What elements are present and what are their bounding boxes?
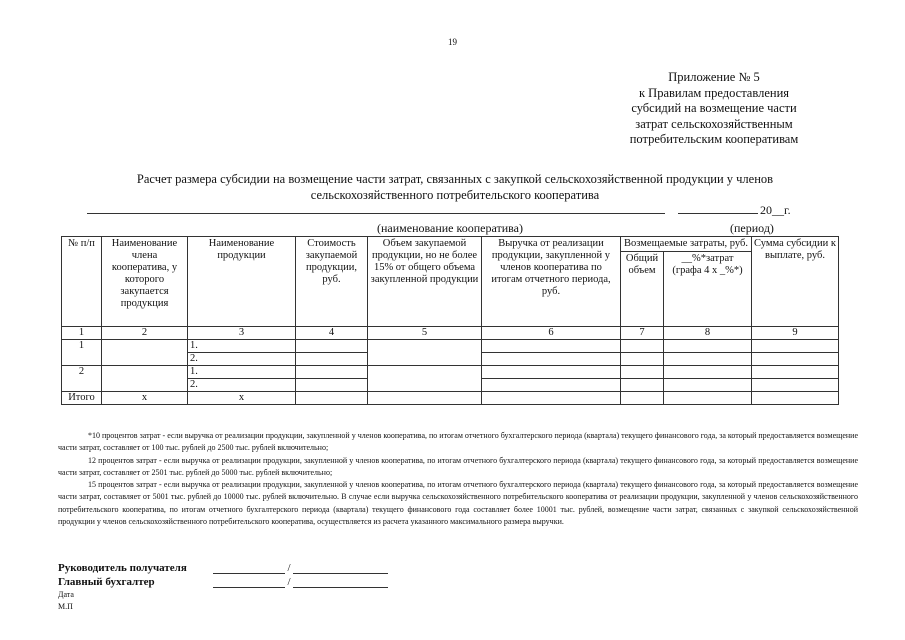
footnote-12-percent: 12 процентов затрат - если выручка от реализации продукции, закупленной у членов кооператива, по итогам отчетного бухгалтерского периода (квартала) текущего финансового года, за который предоставляется возмещение части затрат, составляет от 2501 тыс. рублей до 5000 тыс. рублей включительно; bbox=[58, 455, 858, 477]
total-volume-cell[interactable] bbox=[621, 379, 664, 392]
total-revenue-cell[interactable] bbox=[482, 392, 621, 405]
percent-cell[interactable] bbox=[664, 353, 752, 366]
page-number: 19 bbox=[448, 37, 457, 47]
head-label: Руководитель получателя bbox=[58, 562, 187, 574]
header-member: Наименование члена кооператива, у которого закупается продукция bbox=[102, 237, 188, 327]
document-title bbox=[40, 171, 870, 203]
total-percent-cell[interactable] bbox=[664, 392, 752, 405]
appendix-line: субсидий на возмещение части bbox=[631, 101, 797, 115]
product-cell[interactable]: 2. bbox=[188, 353, 296, 366]
volume-cell[interactable] bbox=[368, 366, 482, 392]
slash: / bbox=[287, 562, 291, 574]
stamp-label: М.П bbox=[58, 602, 73, 611]
header-cost: Стоимость закупаемой продукции, руб. bbox=[296, 237, 368, 327]
appendix-line: потребительским кооперативам bbox=[629, 132, 799, 146]
header-product: Наименование продукции bbox=[188, 237, 296, 327]
total-label: Итого bbox=[62, 392, 102, 405]
revenue-cell[interactable] bbox=[482, 353, 621, 366]
appendix-line: Приложение № 5 bbox=[668, 70, 760, 84]
total-subsidy-cell[interactable] bbox=[752, 392, 839, 405]
appendix-line: затрат сельскохозяйственным bbox=[635, 116, 793, 131]
column-number: 6 bbox=[482, 327, 621, 340]
head-name-field[interactable] bbox=[293, 562, 388, 574]
column-number: 2 bbox=[102, 327, 188, 340]
percent-cell[interactable] bbox=[664, 340, 752, 353]
volume-cell[interactable] bbox=[368, 340, 482, 366]
header-total-volume: Общий объем bbox=[621, 252, 664, 327]
title-line: Расчет размера субсидии на возмещение части затрат, связанных с закупкой сельскохозяйственной продукции у членов bbox=[136, 172, 774, 186]
cooperative-caption: (наименование кооператива) bbox=[377, 221, 523, 235]
subsidy-cell[interactable] bbox=[752, 353, 839, 366]
period-field[interactable] bbox=[678, 213, 758, 214]
cost-cell[interactable] bbox=[296, 353, 368, 366]
table-row bbox=[62, 366, 839, 379]
title-line: сельскохозяйственного потребительского кооператива bbox=[310, 188, 600, 202]
total-general-volume-cell[interactable] bbox=[621, 392, 664, 405]
appendix-note bbox=[600, 70, 828, 148]
column-number: 3 bbox=[188, 327, 296, 340]
subsidy-cell[interactable] bbox=[752, 340, 839, 353]
column-number: 5 bbox=[368, 327, 482, 340]
total-volume-cell[interactable] bbox=[621, 340, 664, 353]
revenue-cell[interactable] bbox=[482, 379, 621, 392]
footnotes bbox=[58, 430, 858, 528]
table-row bbox=[62, 340, 839, 353]
column-number: 9 bbox=[752, 327, 839, 340]
subsidy-table bbox=[61, 236, 839, 405]
member-cell[interactable] bbox=[102, 366, 188, 392]
header-reimbursed: Возмещаемые затраты, руб. bbox=[621, 237, 752, 252]
column-number: 4 bbox=[296, 327, 368, 340]
header-volume: Объем закупаемой продукции, но не более 15% от общего объема закупленной продукции bbox=[368, 237, 482, 327]
header-subsidy: Сумма субсидии к выплате, руб. bbox=[752, 237, 839, 327]
header-percent-costs: __%*затрат (графа 4 х _%*) bbox=[664, 252, 752, 327]
product-cell[interactable]: 2. bbox=[188, 379, 296, 392]
cost-cell[interactable] bbox=[296, 379, 368, 392]
footnote-10-percent: *10 процентов затрат - если выручка от реализации продукции, закупленной у членов кооператива, по итогам отчетного бухгалтерского периода (квартала) текущего финансового года, за который предоставляется возмещение части затрат, составляет от 100 тыс. рублей до 2500 тыс. рублей включительно; bbox=[58, 431, 858, 453]
percent-cell[interactable] bbox=[664, 379, 752, 392]
column-number: 1 bbox=[62, 327, 102, 340]
accountant-name-field[interactable] bbox=[293, 576, 388, 588]
row-number: 2 bbox=[62, 366, 102, 392]
row-number: 1 bbox=[62, 340, 102, 366]
accountant-signature-field[interactable] bbox=[213, 576, 285, 588]
signature-block bbox=[58, 560, 388, 612]
header-num: № п/п bbox=[62, 237, 102, 327]
revenue-cell[interactable] bbox=[482, 340, 621, 353]
accountant-signature-row bbox=[58, 574, 388, 588]
head-signature-row bbox=[58, 560, 388, 574]
footnote-15-percent: 15 процентов затрат - если выручка от реализации продукции, закупленной у членов кооператива, по итогам отчетного бухгалтерского периода (квартала) текущего финансового года, за который предоставляется возмещение части затрат, составляет от 5001 тыс. рублей до 10000 тыс. рублей включительно. В случае если выручка сельскохозяйственного потребительского кооператива от реализации продукции, закупленной у членов сельскохозяйственного потребительского кооператива, по итогам отчетного бухгалтерского периода (квартала) текущего финансового года составляет более 10001 тыс. рублей, возмещение части затрат, связанных с закупкой сельскохозяйственной продукции у членов сельскохозяйственного потребительского кооператива, осуществляется из расчета указанного максимального размера выручки. bbox=[58, 480, 858, 527]
member-cell[interactable] bbox=[102, 340, 188, 366]
slash: / bbox=[287, 576, 291, 588]
total-volume-cell[interactable] bbox=[621, 353, 664, 366]
head-signature-field[interactable] bbox=[213, 562, 285, 574]
revenue-cell[interactable] bbox=[482, 366, 621, 379]
period-caption: (период) bbox=[730, 221, 774, 235]
total-product-cell: х bbox=[188, 392, 296, 405]
cost-cell[interactable] bbox=[296, 340, 368, 353]
appendix-line: к Правилам предоставления bbox=[638, 85, 790, 100]
subsidy-cell[interactable] bbox=[752, 366, 839, 379]
column-number: 8 bbox=[664, 327, 752, 340]
total-cost-cell[interactable] bbox=[296, 392, 368, 405]
product-cell[interactable]: 1. bbox=[188, 366, 296, 379]
total-volume-cell[interactable] bbox=[621, 366, 664, 379]
cost-cell[interactable] bbox=[296, 366, 368, 379]
header-revenue: Выручка от реализации продукции, закупленной у членов кооператива по итогам отчетного периода, руб. bbox=[482, 237, 621, 327]
product-cell[interactable]: 1. bbox=[188, 340, 296, 353]
total-volume-amount-cell[interactable] bbox=[368, 392, 482, 405]
percent-cell[interactable] bbox=[664, 366, 752, 379]
date-label: Дата bbox=[58, 590, 74, 599]
year-label: 20__г. bbox=[760, 203, 791, 217]
total-member-cell: х bbox=[102, 392, 188, 405]
cooperative-name-field[interactable] bbox=[87, 213, 665, 214]
subsidy-cell[interactable] bbox=[752, 379, 839, 392]
accountant-label: Главный бухгалтер bbox=[58, 576, 155, 588]
total-row bbox=[62, 392, 839, 405]
column-number: 7 bbox=[621, 327, 664, 340]
